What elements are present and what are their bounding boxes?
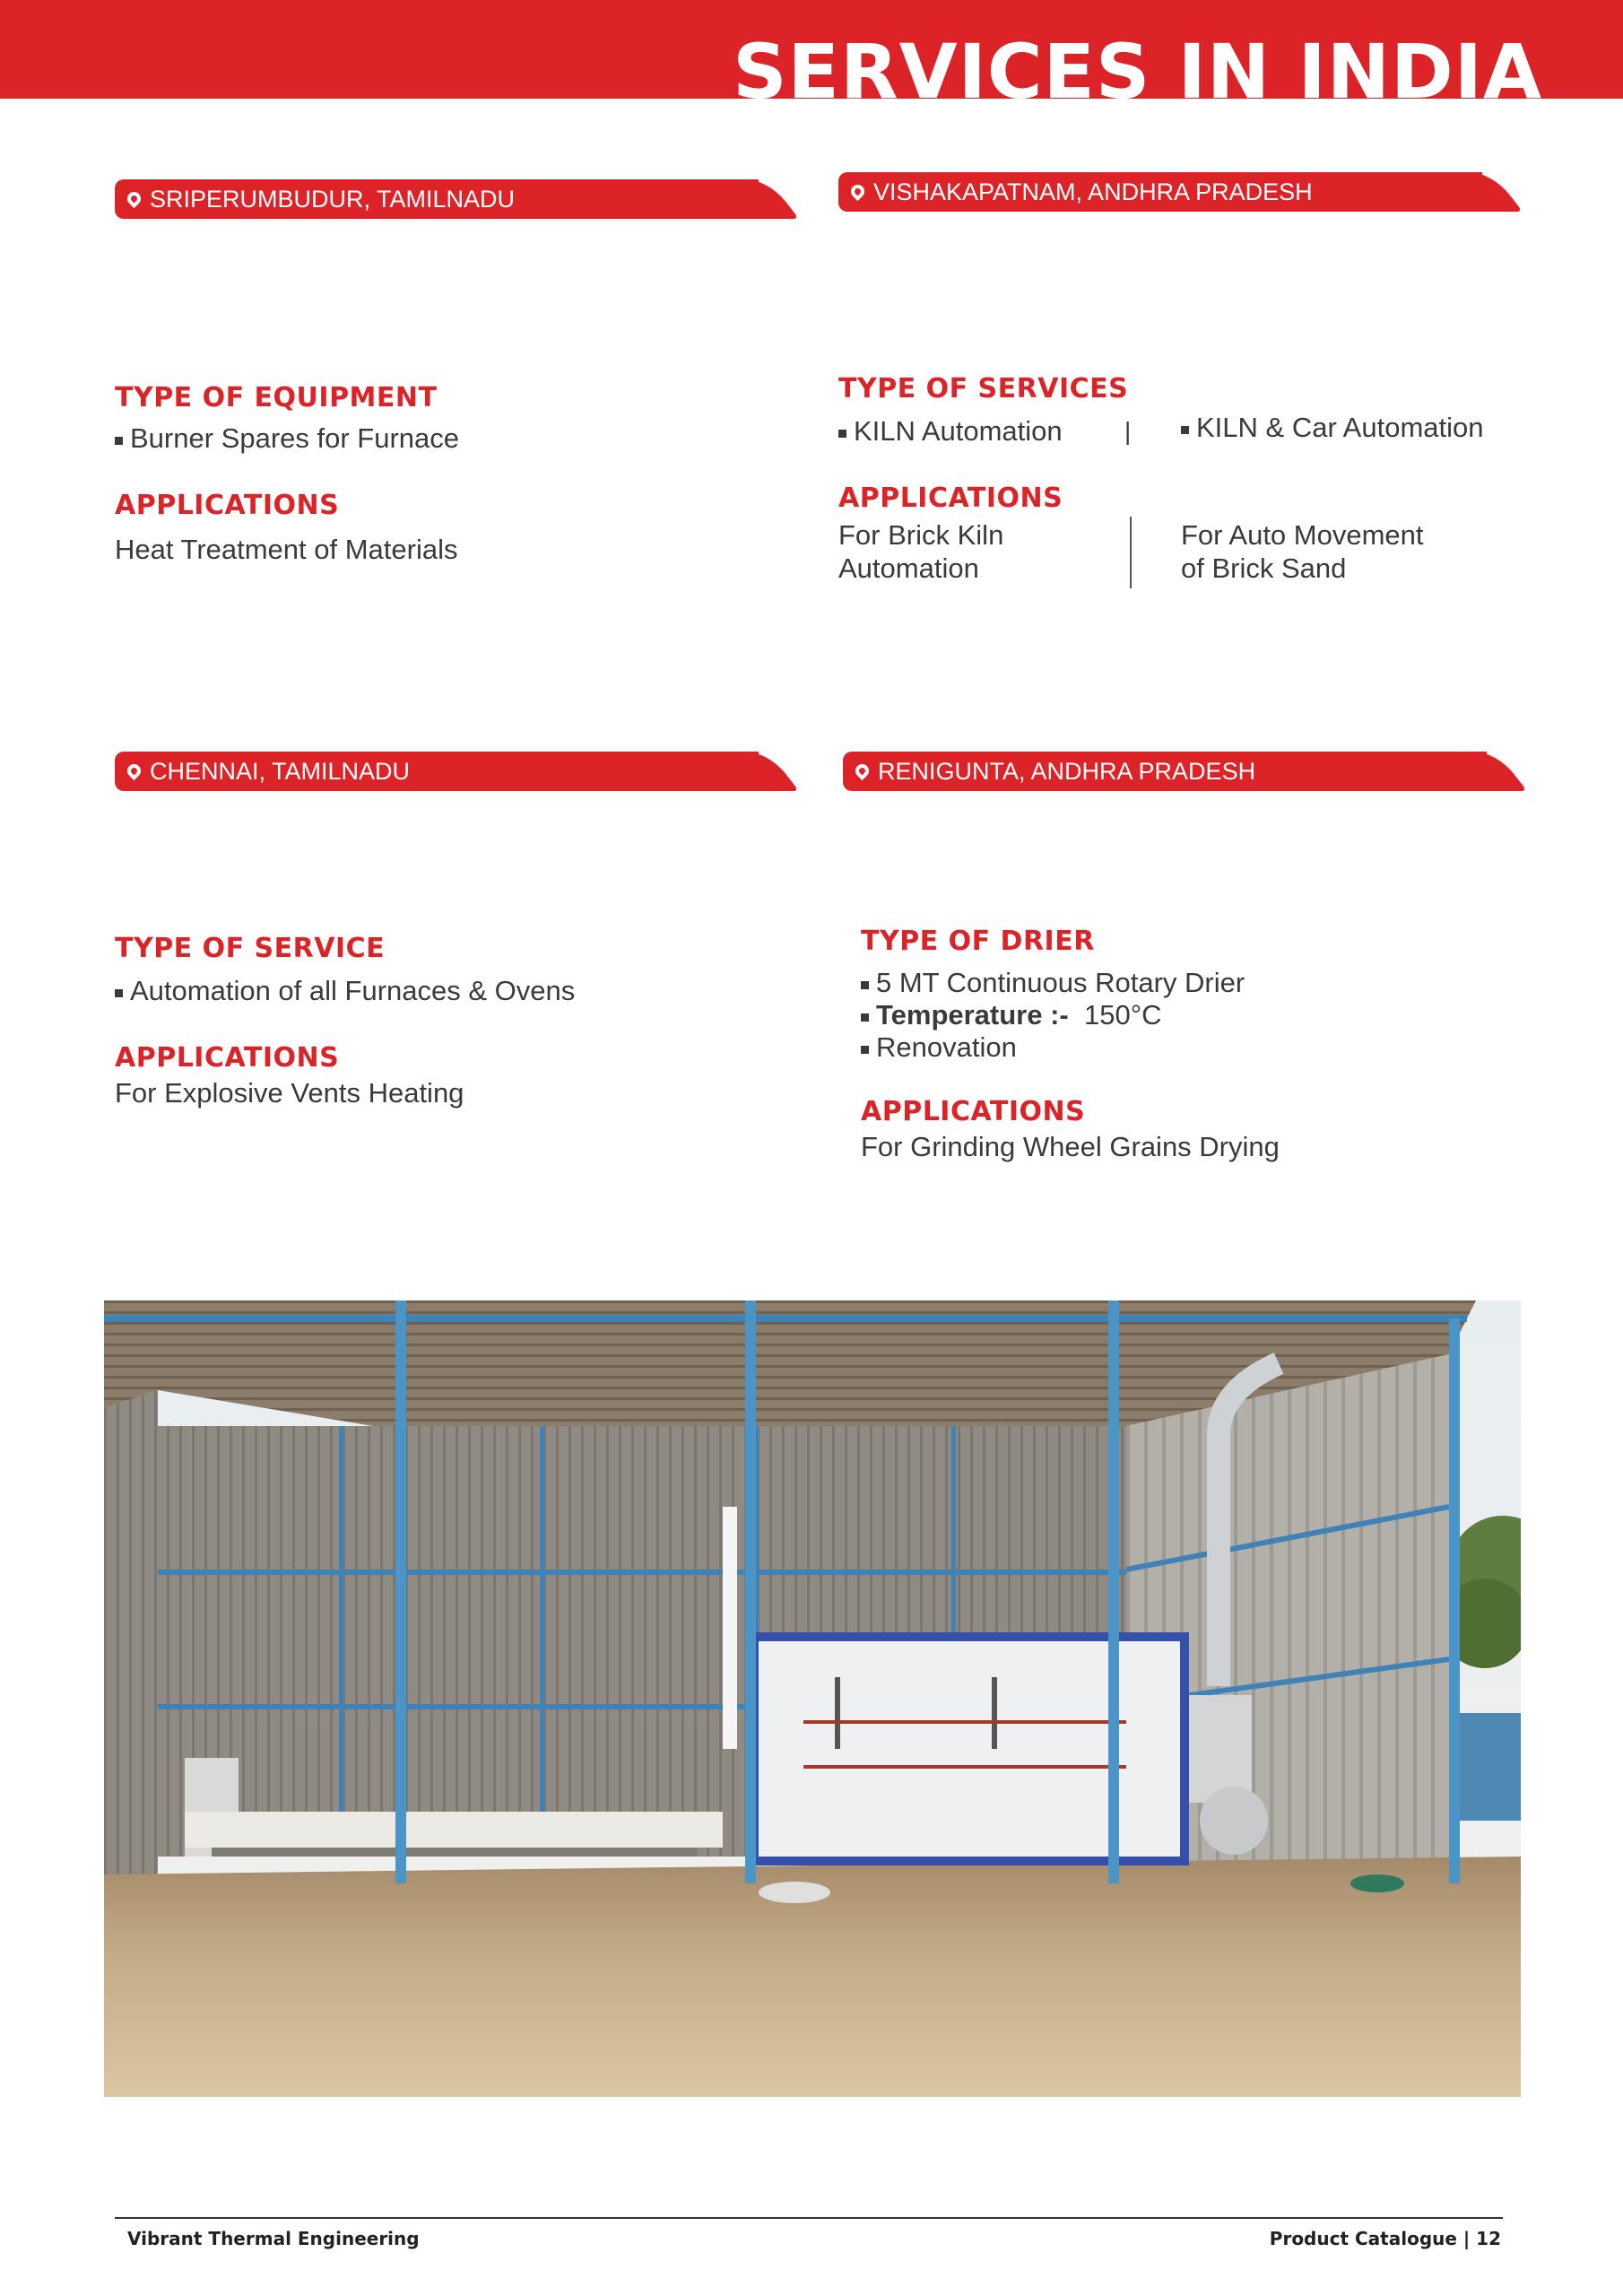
applications-left-line-2: Automation [838,552,979,584]
map-pin-icon [848,182,867,201]
bullet-icon [115,437,123,445]
applications-right-line-1: For Auto Movement [1181,519,1424,551]
drier-item-rotary: 5 MT Continuous Rotary Drier [861,966,1245,999]
header-band [0,0,1623,99]
applications-text: Heat Treatment of Materials [115,534,458,565]
service-separator: | [1124,417,1132,445]
bullet-icon [115,989,123,997]
service-item-kiln-car-automation: KILN & Car Automation [1181,411,1484,444]
applications-right-line-2: of Brick Sand [1181,552,1347,584]
shed-illustration [104,1300,1521,2097]
equipment-item: Burner Spares for Furnace [115,422,459,455]
bullet-icon [861,1046,869,1054]
map-pin-icon [125,761,143,780]
bullet-icon [838,430,846,438]
type-heading: TYPE OF SERVICE [115,933,386,964]
industrial-shed-photo [104,1300,1521,2097]
bullet-icon [861,1013,869,1022]
location-label: RENIGUNTA, ANDHRA PRADESH [878,758,1256,785]
footer-divider [115,2217,1503,2219]
service-item: Automation of all Furnaces & Ovens [115,974,575,1007]
bullet-icon [861,981,869,989]
type-heading: TYPE OF EQUIPMENT [115,382,438,413]
location-tab-chennai [115,752,759,791]
drier-item-temperature [861,998,1162,1031]
applications-text: For Grinding Wheel Grains Drying [861,1131,1280,1162]
temperature-label: Temperature :- [876,999,1069,1031]
temperature-value: 150°C [1083,999,1162,1031]
location-tab-vishakapatnam [838,172,1482,212]
location-label: VISHAKAPATNAM, ANDHRA PRADESH [873,178,1313,205]
location-tab-renigunta [843,752,1487,791]
applications-left-line-1: For Brick Kiln [838,519,1004,551]
footer-company: Vibrant Thermal Engineering [127,2228,420,2249]
service-item-kiln-automation: KILN Automation [838,414,1063,448]
type-heading: TYPE OF SERVICES [838,373,1129,404]
applications-divider [1130,517,1132,588]
applications-heading: APPLICATIONS [115,490,340,521]
location-tab-sriperumbudur [115,179,759,219]
map-pin-icon [853,761,872,780]
page-title: SERVICES IN INDIA [733,28,1542,99]
type-heading: TYPE OF DRIER [861,926,1095,957]
drier-item-renovation: Renovation [861,1031,1017,1064]
footer-page-number: Product Catalogue | 12 [1269,2228,1501,2249]
applications-heading: APPLICATIONS [115,1042,340,1074]
location-label: CHENNAI, TAMILNADU [150,758,411,785]
location-label: SRIPERUMBUDUR, TAMILNADU [150,186,516,213]
applications-text: For Explosive Vents Heating [115,1077,464,1109]
applications-heading: APPLICATIONS [861,1096,1086,1127]
applications-heading: APPLICATIONS [838,483,1063,514]
map-pin-icon [125,189,143,208]
bullet-icon [1181,426,1189,434]
